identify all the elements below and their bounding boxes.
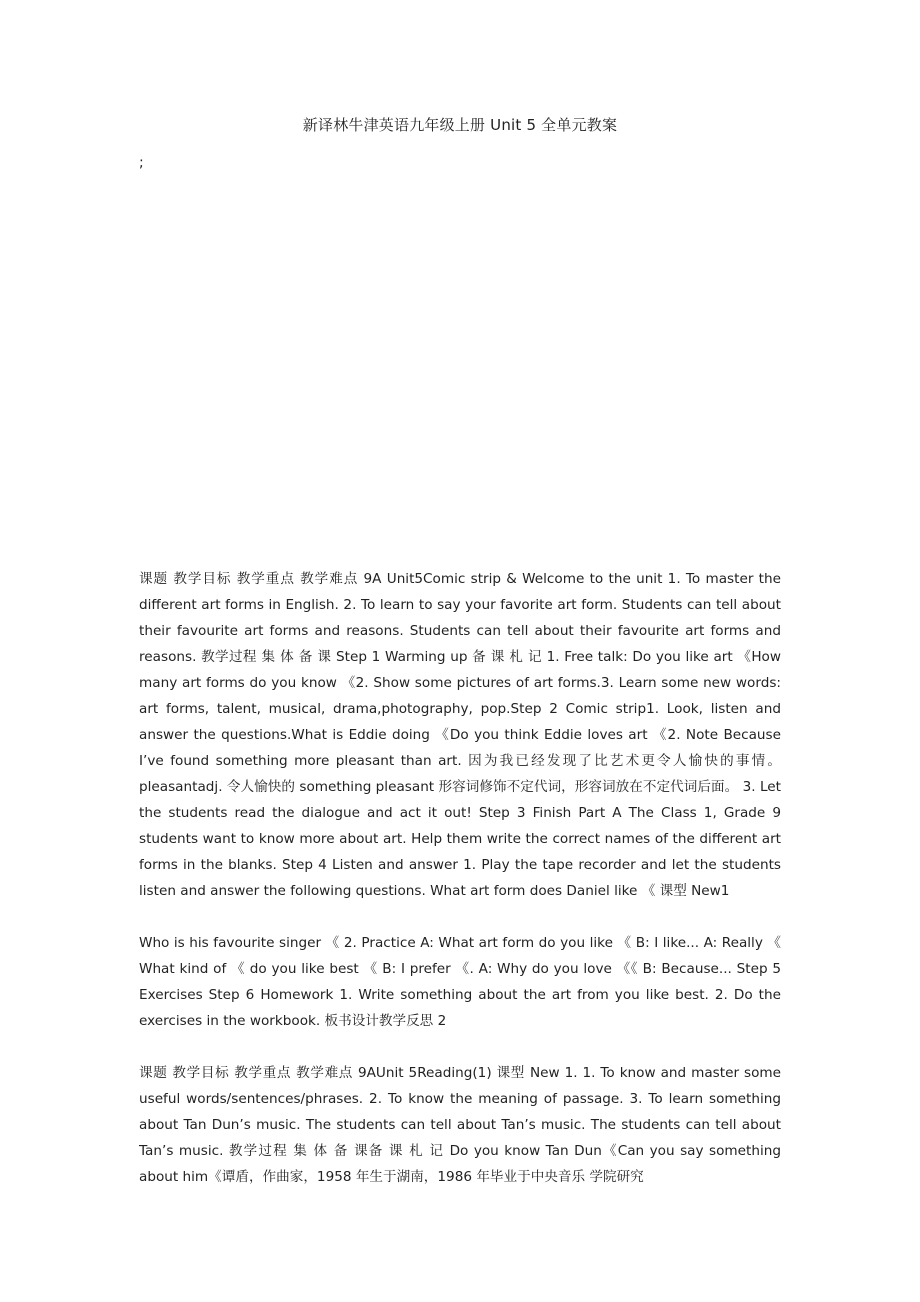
- page-title: 新译林牛津英语九年级上册 Unit 5 全单元教案: [302, 116, 618, 134]
- lesson-plan-paragraph-2: Who is his favourite singer 《 2. Practice A: What art form do you like 《 B: I like... A: Really 《 What kind of 《 do you like best 《 B: I prefer 《. A: Why do you love 《《 B: Because... Step 5 Exercises Step 6 Homework 1. Write something about the art from you like best. 2. Do the exercises in the workbook. 板书设计教学反思 2: [139, 935, 781, 1029]
- lesson-plan-paragraph-3: 课题 教学目标 教学重点 教学难点 9AUnit 5Reading(1) 课型 New 1. 1. To know and master some useful words/sentences/phrases. 2. To know the meaning of passage. 3. To learn something about Tan Dun’s music. The students can tell about Tan’s music. The students can tell about Tan’s music. 教学过程 集 体 备 课备 课 札 记 Do you know Tan Dun《Can you say something about him《谭盾，作曲家，1958 年生于湖南，1986 年毕业于中央音乐 学院研究: [139, 1065, 781, 1185]
- lesson-plan-paragraph-1: 课题 教学目标 教学重点 教学难点 9A Unit5Comic strip & Welcome to the unit 1. To master the different art forms in English. 2. To learn to say your favorite art form. Students can tell about their favourite art forms and reasons. Students can tell about their favourite art forms and reasons. 教学过程 集 体 备 课 Step 1 Warming up 备 课 札 记 1. Free talk: Do you like art 《How many art forms do you know 《2. Show some pictures of art forms.3. Learn some new words: art forms, talent, musical, drama,photography, pop.Step 2 Comic strip1. Look, listen and answer the questions.What is Eddie doing 《Do you think Eddie loves art 《2. Note Because I’ve found something more pleasant than art. 因为我已经发现了比艺术更令人愉快的事情。pleasantadj. 令人愉快的 something pleasant 形容词修饰不定代词，形容词放在不定代词后面。 3. Let the students read the dialogue and act it out! Step 3 Finish Part A The Class 1, Grade 9 students want to know more about art. Help them write the correct names of the different art forms in the blanks. Step 4 Listen and answer 1. Play the tape recorder and let the students listen and answer the following questions. What art form does Daniel like 《 课型 New1: [139, 571, 781, 899]
- semicolon-marker: ;: [139, 155, 144, 171]
